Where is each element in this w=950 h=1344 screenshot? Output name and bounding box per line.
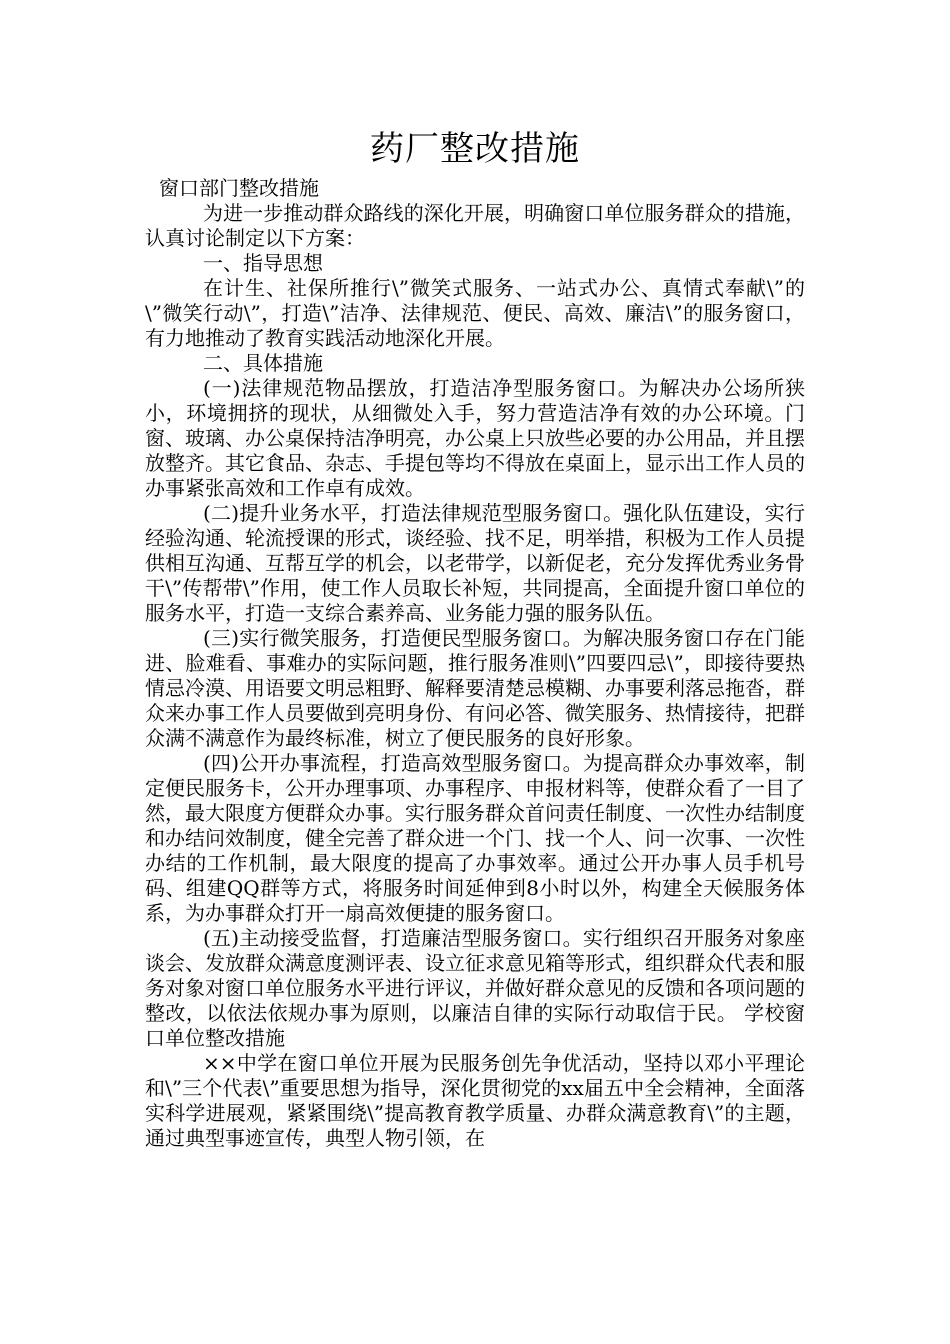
paragraph-measure-2: (二)提升业务水平，打造法律规范型服务窗口。强化队伍建设，实行经验沟通、轮流授课的形式，谈经验、找不足，明举措，积极为工作人员提供相互沟通、互帮互学的机会，以老带学，以新促老，充分发挥优秀业务骨干\”传帮带\”作用，使工作人员取长补短，共同提高，全面提升窗口单位的服务水平，打造一支综合素养高、业务能力强的服务队伍。 (145, 501, 805, 625)
paragraph-measure-4: (四)公开办事流程，打造高效型服务窗口。为提高群众办事效率，制定便民服务卡，公开办理事项、办事程序、申报材料等，使群众看了一目了然，最大限度方便群众办事。实行服务群众首问责任制度、一次性办结制度和办结问效制度，健全完善了群众进一个门、找一个人、问一次事、一次性办结的工作机制，最大限度的提高了办事效率。通过公开办事人员手机号码、组建QQ群等方式，将服务时间延伸到8小时以外，构建全天候服务体系，为办事群众打开一扇高效便捷的服务窗口。 (145, 751, 805, 925)
heading-specific-measures: 二、具体措施 (203, 351, 323, 375)
paragraph-measure-1: (一)法律规范物品摆放，打造洁净型服务窗口。为解决办公场所狭小，环境拥挤的现状，从细微处入手，努力营造洁净有效的办公环境。门窗、玻璃、办公桌保持洁净明亮，办公桌上只放些必要的办公用品，并且摆放整齐。其它食品、杂志、手提包等均不得放在桌面上，显示出工作人员的办事紧张高效和工作卓有成效。 (145, 376, 805, 500)
paragraph-measure-3: (三)实行微笑服务，打造便民型服务窗口。为解决服务窗口存在门能进、脸难看、事难办的实际问题，推行服务准则\”四要四忌\”，即接待要热情忌冷漠、用语要文明忌粗野、解释要清楚忌模糊、办事要利落忌拖沓，群众来办事工作人员要做到亮明身份、有问必答、微笑服务、热情接待，把群众满不满意作为最终标准，树立了便民服务的良好形象。 (145, 626, 805, 750)
section-heading-window: 窗口部门整改措施 (159, 176, 319, 200)
paragraph-school: ××中学在窗口单位开展为民服务创先争优活动，坚持以邓小平理论和\”三个代表\”重要思想为指导，深化贯彻党的xx届五中全会精神，全面落实科学进展观，紧紧围绕\”提高教育教学质量、办群众满意教育\”的主题，通过典型事迹宣传，典型人物引领，在 (145, 1051, 805, 1150)
document-title: 药厂整改措施 (370, 129, 580, 169)
paragraph-measure-5: (五)主动接受监督，打造廉洁型服务窗口。实行组织召开服务对象座谈会、发放群众满意度测评表、设立征求意见箱等形式，组织群众代表和服务对象对窗口单位服务水平进行评议，并做好群众意见的反馈和各项问题的整改，以依法依规办事为原则，以廉洁自律的实际行动取信于民。 学校窗口单位整改措施 (145, 926, 805, 1050)
document-page (145, 122, 805, 1151)
intro-paragraph: 为进一步推动群众路线的深化开展，明确窗口单位服务群众的措施，认真讨论制定以下方案： (145, 201, 805, 250)
heading-guiding-ideology: 一、指导思想 (203, 251, 323, 275)
paragraph-guiding-ideology: 在计生、社保所推行\”微笑式服务、一站式办公、真情式奉献\”的\”微笑行动\”，打造\”洁净、法律规范、便民、高效、廉洁\”的服务窗口，有力地推动了教育实践活动地深化开展。 (145, 276, 805, 350)
